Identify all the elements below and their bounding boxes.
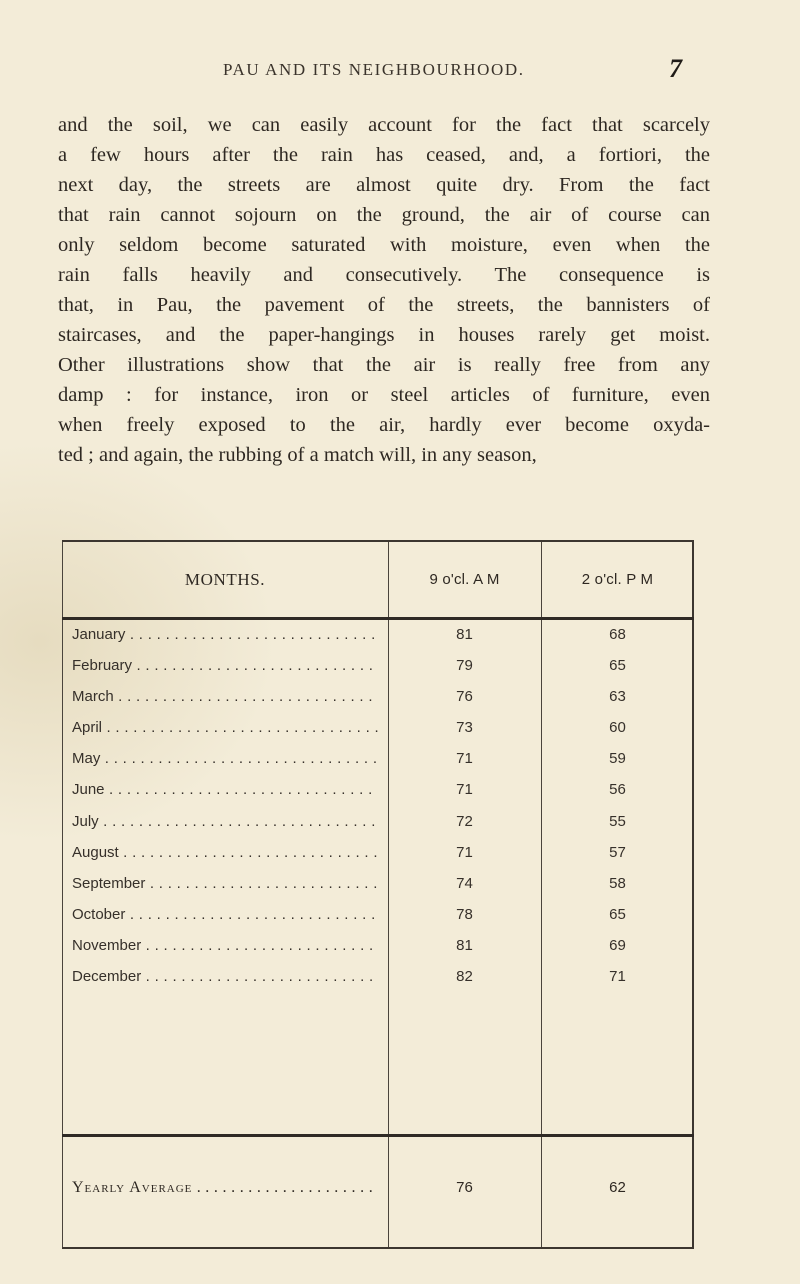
month-cell: May . . .: [72, 750, 378, 767]
running-head: [0, 54, 800, 86]
month-cell: July . . .: [72, 813, 378, 830]
average-am-cell: 76: [456, 1179, 473, 1196]
month-cell: October . . .: [72, 906, 378, 923]
table-row: [62, 869, 694, 900]
month-cell: February . . .: [72, 657, 378, 674]
table-row: [62, 682, 694, 713]
table-row: [62, 651, 694, 682]
am-cell: 71: [456, 843, 473, 861]
month-cell: September . . .: [72, 875, 378, 892]
average-label: Yearly Average . . .: [72, 1179, 378, 1197]
average-pm-cell: 62: [609, 1179, 626, 1196]
table-row: [62, 620, 694, 651]
pm-cell: 69: [609, 936, 626, 954]
am-cell: 81: [456, 626, 473, 643]
month-cell: April . . .: [72, 719, 378, 736]
am-cell: 81: [456, 936, 473, 954]
table-row: [62, 962, 694, 993]
text-line: when freely exposed to the air, hardly ever become oxyda-: [58, 414, 710, 436]
month-cell: December . . .: [72, 968, 378, 985]
pm-cell: 60: [609, 719, 626, 737]
header-afternoon: 2 o'cl. P M: [581, 571, 654, 588]
pm-cell: 56: [609, 781, 626, 799]
text-line: that rain cannot sojourn on the ground, the air of course can: [58, 204, 710, 226]
text-line: a few hours after the rain has ceased, and, a fortiori, the: [58, 144, 710, 166]
am-cell: 76: [456, 688, 473, 706]
pm-cell: 63: [609, 688, 626, 706]
table-rule: [62, 1134, 694, 1137]
header-months: MONTHS.: [184, 569, 266, 589]
month-cell: June . . .: [72, 781, 378, 798]
text-line: that, in Pau, the pavement of the streets, the bannisters of: [58, 294, 710, 316]
table-body: [62, 620, 694, 993]
pm-cell: 65: [609, 657, 626, 675]
month-cell: January . . .: [72, 626, 378, 643]
month-cell: March . . .: [72, 688, 378, 705]
month-cell: November . . .: [72, 937, 378, 954]
text-line: rain falls heavily and consecutively. The consequence is: [58, 264, 710, 286]
pm-cell: 57: [609, 843, 626, 861]
table-row: [62, 931, 694, 962]
pm-cell: 59: [609, 750, 626, 768]
table-row: [62, 713, 694, 744]
pm-cell: 55: [609, 812, 626, 830]
body-paragraph: [58, 110, 710, 470]
table-row: [62, 775, 694, 806]
am-cell: 82: [456, 968, 473, 986]
table-row: [62, 807, 694, 838]
page-number: 7: [669, 54, 682, 83]
text-line: next day, the streets are almost quite dry. From the fact: [58, 174, 710, 196]
am-cell: 72: [456, 812, 473, 830]
am-cell: 71: [456, 750, 473, 768]
pm-cell: 68: [609, 626, 626, 643]
table-row: [62, 744, 694, 775]
am-cell: 79: [456, 657, 473, 675]
text-line: only seldom become saturated with moisture, even when the: [58, 234, 710, 256]
average-row: [62, 1139, 694, 1243]
am-cell: 71: [456, 781, 473, 799]
text-line: Other illustrations show that the air is really free from any: [58, 354, 710, 376]
pm-cell: 65: [609, 905, 626, 923]
pm-cell: 71: [609, 968, 626, 986]
humidity-table: [62, 540, 694, 1249]
table-row: [62, 900, 694, 931]
text-line: damp : for instance, iron or steel articles of furniture, even: [58, 384, 710, 406]
am-cell: 73: [456, 719, 473, 737]
am-cell: 78: [456, 905, 473, 923]
text-line: ted ; and again, the rubbing of a match will, in any season,: [58, 444, 537, 466]
pm-cell: 58: [609, 874, 626, 892]
month-cell: August . . .: [72, 844, 378, 861]
am-cell: 74: [456, 874, 473, 892]
table-row: [62, 838, 694, 869]
header-morning: 9 o'cl. A M: [429, 571, 500, 588]
text-line: staircases, and the paper-hangings in houses rarely get moist.: [58, 324, 710, 346]
text-line: and the soil, we can easily account for the fact that scarcely: [58, 114, 710, 136]
running-title: PAU AND ITS NEIGHBOURHOOD.: [223, 60, 525, 79]
